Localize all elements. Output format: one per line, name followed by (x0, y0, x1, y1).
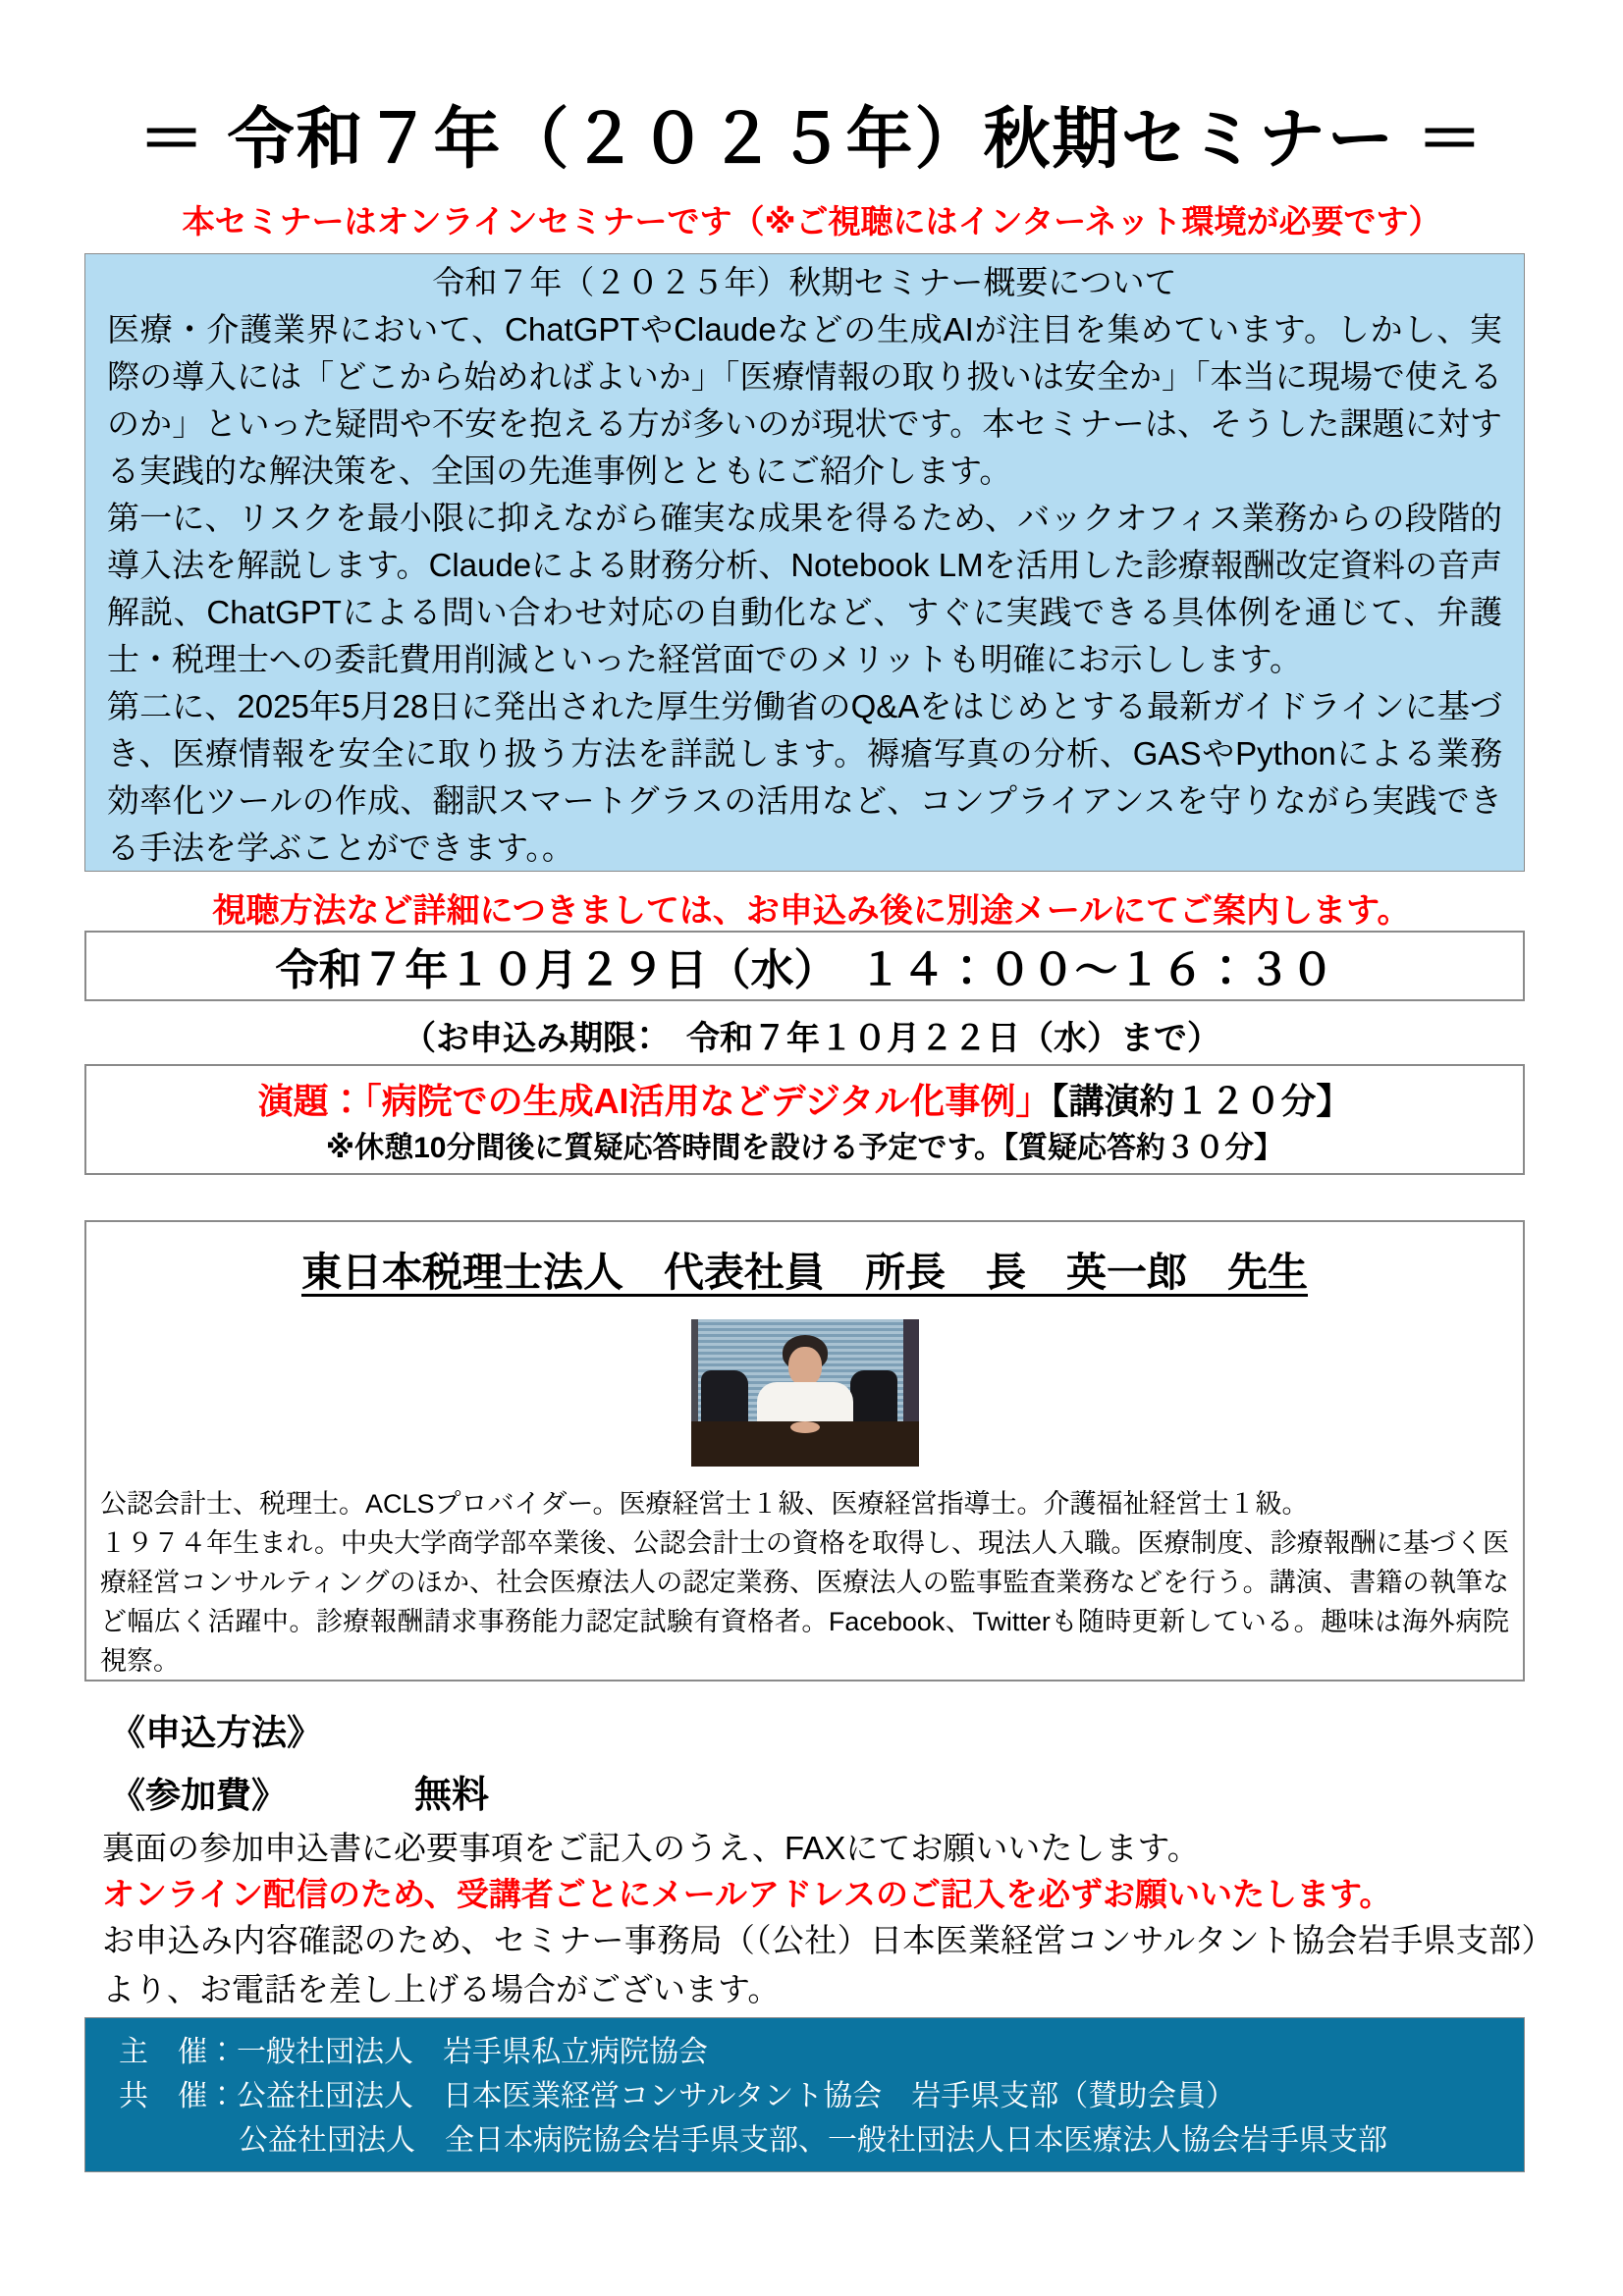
photo-wall-left (691, 1319, 698, 1427)
application-method-heading: 《申込方法》 (110, 1712, 323, 1752)
fax-instruction: 裏面の参加申込書に必要事項をご記入のうえ、FAXにてお願いいたします。 (102, 1830, 1200, 1866)
overview-heading: 令和７年（２０２５年）秋期セミナー概要について (432, 264, 1177, 300)
photo-person-hands (790, 1421, 820, 1433)
application-deadline: （お申込み期限： 令和７年１０月２２日（水）まで） (403, 1020, 1220, 1057)
organizers-box (84, 2017, 1525, 2172)
speaker-profile-box (84, 1220, 1525, 1682)
lecture-note: ※休憩10分間後に質疑応答時間を設ける予定です。【質疑応答約３０分】 (325, 1132, 1284, 1164)
speaker-bio-line-2: １９７４年生まれ。中央大学商学部卒業後、公認会計士の資格を取得し、現法人入職。医療制度、診療報酬に基づく医療経営コンサルティングのほか、社会医療法人の認定業務、医療法人の監事監査業務などを行う。講演、書籍の執筆など幅広く活躍中。診療報酬請求事務能力認定試験有資格者。Facebook、Twitterも随時更新している。趣味は海外病院視察。 (100, 1528, 1509, 1676)
overview-paragraph-2: 第一に、リスクを最小限に抑えながら確実な成果を得るため、バックオフィス業務からの段階的導入法を解説します。Claudeによる財務分析、Notebook LMを活用した診療報酬改定資料の音声解説、ChatGPTによる問い合わせ対応の自動化など、すぐに実践できる具体例を通じて、弁護士・税理士への委託費用削減といった経営面でのメリットも明確にお示しします。 (107, 500, 1502, 677)
lecture-duration: 【講演約１２０分】 (1051, 1081, 1352, 1121)
photo-wall-right (903, 1319, 919, 1427)
email-required-notice: オンライン配信のため、受講者ごとにメールアドレスのご記入を必ずお願いいたします。 (102, 1876, 1392, 1912)
seminar-datetime-box (84, 931, 1525, 1001)
speaker-name: 東日本税理士法人 代表社員 所長 長 英一郎 先生 (301, 1250, 1308, 1295)
host-line: 主 催：一般社団法人 岩手県私立病院協会 (119, 2036, 708, 2068)
speaker-bio-line-1: 公認会計士、税理士。ACLSプロバイダー。医療経営士１級、医療経営指導士。介護福祉経営士１級。 (100, 1489, 1309, 1519)
seminar-overview-box (84, 253, 1525, 872)
seminar-datetime: 令和７年１０月２９日（水） １４：００～１６：３０ (275, 946, 1334, 994)
overview-paragraph-1: 医療・介護業界において、ChatGPTやClaudeなどの生成AIが注目を集めています。しかし、実際の導入には「どこから始めればよいか」「医療情報の取り扱いは安全か」「本当に現場で使えるのか」といった疑問や不安を抱える方が多いのが現状です。本セミナーは、そうした課題に対する実践的な解決策を、全国の先進事例とともにご紹介します。 (107, 311, 1502, 489)
fee-value: 無料 (414, 1775, 490, 1816)
overview-paragraph-3: 第二に、2025年5月28日に発出された厚生労働省のQ&Aをはじめとする最新ガイドラインに基づき、医療情報を安全に取り扱う方法を詳説します。褥瘡写真の分析、GASやPythonによる業務効率化ツールの作成、翻訳スマートグラスの活用など、コンプライアンスを守りながら実践できる手法を学ぶことができます。。 (107, 688, 1502, 866)
photo-person-face (788, 1347, 822, 1386)
lecture-title-box (84, 1064, 1525, 1175)
confirmation-call-notice: お申込み内容確認のため、セミナー事務局（（公社）日本医業経営コンサルタント協会岩手県支部）より、お電話を差し上げる場合がございます。 (102, 1922, 1538, 2007)
cohost-line-1: 共 催：公益社団法人 日本医業経営コンサルタント協会 岩手県支部（賛助会員） (119, 2080, 1236, 2112)
lecture-title-line (86, 1076, 1523, 1127)
viewing-method-notice: 視聴方法など詳細につきましては、お申込み後に別途メールにてご案内します。 (212, 892, 1411, 930)
fee-heading: 《参加費》 (110, 1775, 288, 1815)
page-title: ＝ 令和７年（２０２５年）秋期セミナー ＝ (137, 102, 1486, 177)
cohost-line-2: 公益社団法人 全日本病院協会岩手県支部、一般社団法人日本医療法人協会岩手県支部 (239, 2124, 1387, 2157)
online-seminar-notice: 本セミナーはオンラインセミナーです（※ご視聴にはインターネット環境が必要です） (182, 203, 1441, 240)
lecture-title: 演題：「病院での生成AI活用などデジタル化事例」 (257, 1081, 1052, 1121)
fee-line (110, 1764, 489, 1818)
speaker-bio (100, 1484, 1509, 1681)
speaker-photo (691, 1319, 919, 1467)
